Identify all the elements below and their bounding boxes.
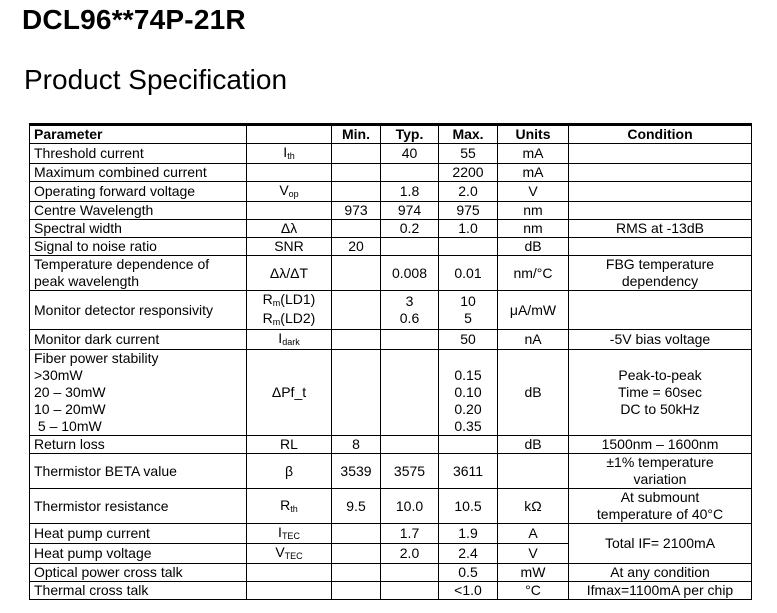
row-units: V [498, 544, 569, 564]
row-parameter: Heat pump voltage [30, 544, 247, 564]
row-typ: 3575 [381, 454, 439, 489]
row-parameter: Optical power cross talk [30, 564, 247, 582]
row-max: 10.5 [439, 489, 498, 524]
row-symbol [247, 202, 332, 220]
row-condition: Peak-to-peak Time = 60sec DC to 50kHz [569, 350, 752, 436]
row-parameter: Temperature dependence of peak wavelength [30, 256, 247, 291]
row-min [332, 544, 381, 564]
row-parameter: Maximum combined current [30, 164, 247, 182]
table-row [30, 524, 752, 544]
row-typ: 1.7 [381, 524, 439, 544]
row-units: dB [498, 238, 569, 256]
row-min [332, 182, 381, 202]
row-symbol [247, 164, 332, 182]
row-min: 973 [332, 202, 381, 220]
row-units: kΩ [498, 489, 569, 524]
row-condition: -5V bias voltage [569, 330, 752, 350]
table-header-row [30, 125, 752, 144]
row-max: 1.0 [439, 220, 498, 238]
row-min: 3539 [332, 454, 381, 489]
row-units: mA [498, 164, 569, 182]
table-row [30, 220, 752, 238]
row-symbol: Δλ/ΔT [247, 256, 332, 291]
row-condition: RMS at -13dB [569, 220, 752, 238]
table-row [30, 256, 752, 291]
row-units [498, 454, 569, 489]
row-typ: 40 [381, 144, 439, 164]
row-parameter: Heat pump current [30, 524, 247, 544]
row-symbol: Δλ [247, 220, 332, 238]
header-symbol [247, 125, 332, 144]
row-units: dB [498, 350, 569, 436]
row-typ: 2.0 [381, 544, 439, 564]
row-max: 3611 [439, 454, 498, 489]
row-typ: 0.2 [381, 220, 439, 238]
table-row [30, 454, 752, 489]
row-min [332, 164, 381, 182]
header-max: Max. [439, 125, 498, 144]
row-parameter: Thermistor BETA value [30, 454, 247, 489]
row-max: 10 5 [439, 291, 498, 330]
row-parameter: Thermal cross talk [30, 582, 247, 600]
row-min [332, 330, 381, 350]
row-condition: FBG temperature dependency [569, 256, 752, 291]
row-symbol: β [247, 454, 332, 489]
row-typ [381, 238, 439, 256]
row-typ [381, 436, 439, 454]
row-min [332, 256, 381, 291]
row-symbol: SNR [247, 238, 332, 256]
row-units: A [498, 524, 569, 544]
table-row [30, 436, 752, 454]
table-row [30, 238, 752, 256]
row-min [332, 582, 381, 600]
row-max [439, 238, 498, 256]
row-condition: 1500nm – 1600nm [569, 436, 752, 454]
row-max: 1.9 [439, 524, 498, 544]
row-condition [569, 202, 752, 220]
row-max: 50 [439, 330, 498, 350]
row-min: 8 [332, 436, 381, 454]
row-condition: At any condition [569, 564, 752, 582]
row-units: nA [498, 330, 569, 350]
row-units: μA/mW [498, 291, 569, 330]
row-condition [569, 291, 752, 330]
table-row [30, 202, 752, 220]
row-condition: ±1% temperature variation [569, 454, 752, 489]
specification-table [29, 123, 752, 600]
row-condition [569, 238, 752, 256]
table-row [30, 564, 752, 582]
row-symbol: ΔPf_t [247, 350, 332, 436]
row-symbol [247, 564, 332, 582]
row-typ [381, 164, 439, 182]
header-units: Units [498, 125, 569, 144]
row-units: mW [498, 564, 569, 582]
row-condition [569, 144, 752, 164]
row-parameter: Threshold current [30, 144, 247, 164]
row-max: 2.4 [439, 544, 498, 564]
row-typ [381, 350, 439, 436]
row-typ [381, 564, 439, 582]
table-row [30, 182, 752, 202]
row-symbol: $R_m(LD1)$ $R_m(LD2)$ [247, 291, 332, 330]
row-min [332, 220, 381, 238]
row-parameter: Signal to noise ratio [30, 238, 247, 256]
document-title: DCL96**74P-21R [22, 4, 246, 35]
row-units: mA [498, 144, 569, 164]
row-condition [569, 164, 752, 182]
row-max: 2.0 [439, 182, 498, 202]
row-typ: 974 [381, 202, 439, 220]
row-max: 55 [439, 144, 498, 164]
row-min [332, 524, 381, 544]
row-parameter: Monitor detector responsivity [30, 291, 247, 330]
row-min [332, 291, 381, 330]
document-subtitle: Product Specification [24, 64, 288, 95]
row-min: 9.5 [332, 489, 381, 524]
row-symbol: $R_{th}$ [247, 489, 332, 524]
row-symbol: $I_{dark}$ [247, 330, 332, 350]
table-row [30, 330, 752, 350]
row-symbol [247, 582, 332, 600]
row-units: dB [498, 436, 569, 454]
row-symbol: $I_{th}$ [247, 144, 332, 164]
row-min [332, 564, 381, 582]
row-max: 0.15 0.10 0.20 0.35 [439, 350, 498, 436]
row-max: 0.01 [439, 256, 498, 291]
row-max: 975 [439, 202, 498, 220]
row-parameter: Fiber power stability >30mW 20 – 30mW 10 – 20mW 5 – 10mW [30, 350, 247, 436]
row-max: 0.5 [439, 564, 498, 582]
row-parameter: Centre Wavelength [30, 202, 247, 220]
row-condition: At submount temperature of 40°C [569, 489, 752, 524]
row-units: V [498, 182, 569, 202]
row-max [439, 436, 498, 454]
row-condition [569, 182, 752, 202]
row-min [332, 144, 381, 164]
row-typ: 0.008 [381, 256, 439, 291]
row-symbol: $I_{TEC}$ [247, 524, 332, 544]
row-parameter: Operating forward voltage [30, 182, 247, 202]
row-parameter: Monitor dark current [30, 330, 247, 350]
row-symbol: RL [247, 436, 332, 454]
row-min: 20 [332, 238, 381, 256]
row-symbol: $V_{op}$ [247, 182, 332, 202]
row-units: °C [498, 582, 569, 600]
table-row [30, 582, 752, 600]
header-typ: Typ. [381, 125, 439, 144]
row-parameter: Spectral width [30, 220, 247, 238]
table-row [30, 350, 752, 436]
table-row [30, 489, 752, 524]
row-symbol: $V_{TEC}$ [247, 544, 332, 564]
row-typ [381, 582, 439, 600]
table-row [30, 144, 752, 164]
row-typ: 10.0 [381, 489, 439, 524]
row-typ [381, 330, 439, 350]
header-condition: Condition [569, 125, 752, 144]
row-typ: 3 0.6 [381, 291, 439, 330]
row-units: nm [498, 220, 569, 238]
table-row [30, 291, 752, 330]
header-parameter: Parameter [30, 125, 247, 144]
row-parameter: Thermistor resistance [30, 489, 247, 524]
row-units: nm [498, 202, 569, 220]
row-parameter: Return loss [30, 436, 247, 454]
row-typ: 1.8 [381, 182, 439, 202]
row-max: 2200 [439, 164, 498, 182]
header-min: Min. [332, 125, 381, 144]
row-min [332, 350, 381, 436]
row-units: nm/°C [498, 256, 569, 291]
table-row [30, 164, 752, 182]
row-max: <1.0 [439, 582, 498, 600]
row-condition: Total IF= 2100mA [569, 524, 752, 564]
row-condition: Ifmax=1100mA per chip [569, 582, 752, 600]
